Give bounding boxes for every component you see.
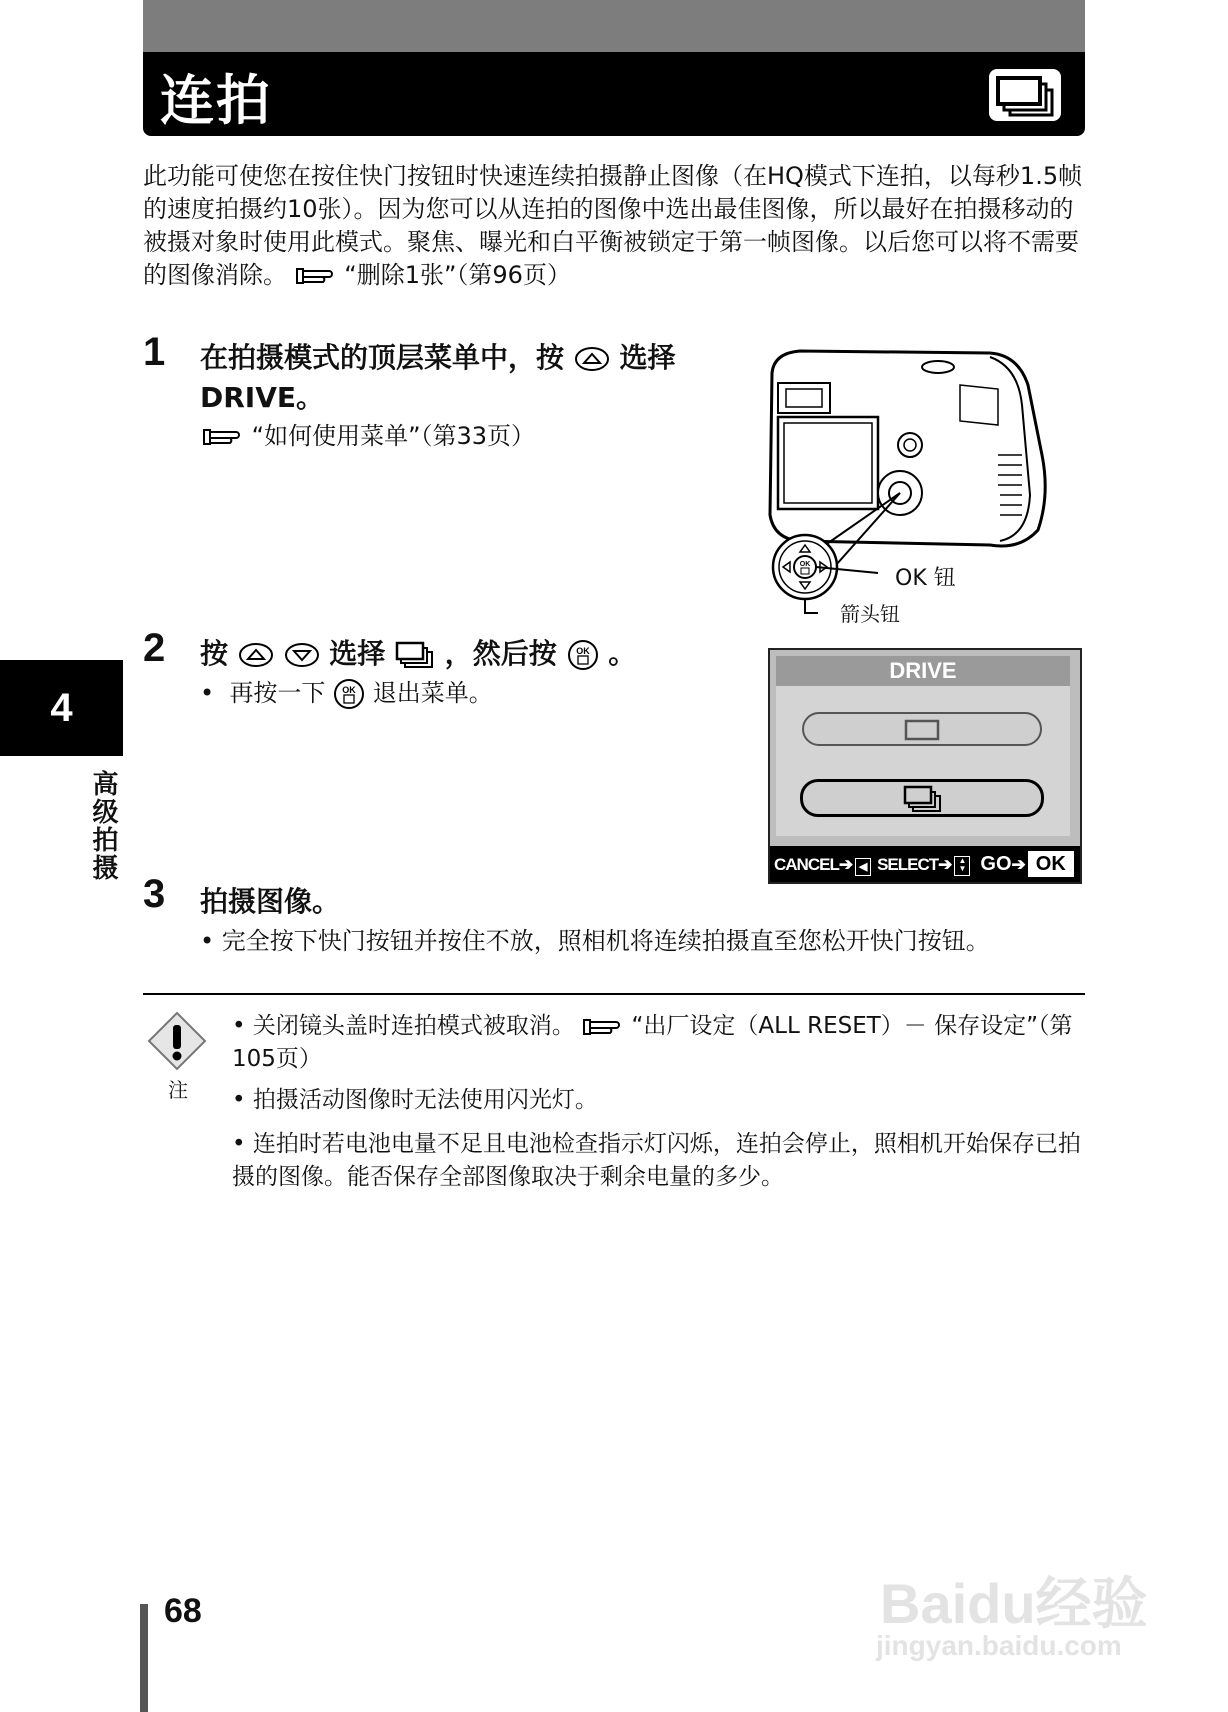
- single-frame-option[interactable]: [802, 712, 1042, 746]
- sequential-shooting-icon: [903, 784, 943, 814]
- ok-button-text: OK: [799, 561, 811, 568]
- sequential-shooting-icon: [986, 66, 1064, 124]
- ok-button-icon: [567, 639, 599, 671]
- sequential-shooting-icon: [395, 640, 435, 670]
- pointing-hand-icon: [202, 426, 244, 448]
- note-item: [232, 1084, 1087, 1117]
- note-item: [232, 1010, 1087, 1076]
- step-2-title-part: 按: [200, 637, 229, 670]
- note-item-reference: “出厂设定（ALL RESET）－ 保存设定”（第105页）: [232, 1013, 1073, 1072]
- lcd-go-label: GO: [980, 853, 1012, 875]
- step-2-title-end: 。: [608, 637, 637, 670]
- note-item-text: 拍摄活动图像时无法使用闪光灯。: [252, 1087, 598, 1113]
- chapter-number: 4: [50, 686, 73, 730]
- bullet-dot: •: [200, 679, 222, 707]
- step-2-title-select: 选择: [329, 637, 386, 670]
- ok-button-icon: [333, 678, 365, 710]
- left-button-icon: ◀: [855, 858, 871, 876]
- step-3-bullet-text: 完全按下快门按钮并按住不放，照相机将连续拍摄直至您松开快门按钮。: [221, 927, 990, 955]
- step-1-title: [200, 338, 720, 418]
- title-bar: [143, 52, 1085, 136]
- bullet-dot: •: [200, 927, 222, 955]
- lcd-ok-label: OK: [1028, 851, 1074, 877]
- bullet-dot: •: [232, 1087, 253, 1113]
- step-1-reference: [202, 420, 702, 453]
- ok-button-label: OK 钮: [895, 566, 956, 591]
- ok-icon-text: OK: [342, 685, 356, 695]
- caution-icon: [146, 1010, 208, 1072]
- lcd-title: DRIVE: [776, 656, 1070, 686]
- step-2-title-then: ，然后按: [444, 637, 557, 670]
- note-label: 注: [168, 1078, 188, 1102]
- intro-paragraph: [143, 160, 1087, 292]
- arrow-right-glyph: ➔: [938, 855, 953, 874]
- page-title: 连拍: [160, 69, 272, 132]
- step-1-title-select: 选择: [619, 341, 676, 374]
- step-2-number: 2: [143, 626, 166, 670]
- section-divider: [143, 993, 1085, 995]
- watermark-brand: Baidu经验: [880, 1572, 1148, 1635]
- step-1-title-part: 在拍摄模式的顶层菜单中，按: [200, 341, 565, 374]
- note-item-text: 连拍时若电池电量不足且电池检查指示灯闪烁，连拍会停止，照相机开始保存已拍摄的图像。能否保存全部图像取决于剩余电量的多少。: [232, 1131, 1081, 1190]
- pointing-hand-icon: [295, 265, 337, 287]
- arrow-up-button-icon: [574, 346, 610, 372]
- sequential-option-selected[interactable]: [800, 779, 1044, 817]
- step-2-bullet: [200, 677, 740, 710]
- pointing-hand-icon: [582, 1016, 624, 1038]
- single-frame-icon: [904, 719, 940, 741]
- step-3-bullet: [200, 925, 1080, 958]
- lcd-drive-menu: [768, 648, 1082, 884]
- bullet-dot: •: [232, 1013, 253, 1039]
- lcd-select-label: SELECT: [877, 855, 939, 874]
- ok-icon-text: OK: [575, 646, 590, 656]
- watermark-url: jingyan.baidu.com: [876, 1630, 1122, 1661]
- step-3-number: 3: [143, 872, 166, 916]
- page-number: 68: [164, 1592, 202, 1630]
- header-top-band: [143, 0, 1085, 52]
- intro-text: 此功能可使您在按住快门按钮时快速连续拍摄静止图像（在HQ模式下连拍，以每秒1.5帧的速度拍摄约10张）。因为您可以从连拍的图像中选出最佳图像，所以最好在拍摄移动的被摄对象时使用此模式。聚焦、曝光和白平衡被锁定于第一帧图像。以后您可以将不需要的图像消除。: [143, 162, 1083, 289]
- arrow-right-glyph: ➔: [1011, 855, 1026, 874]
- note-item: [232, 1128, 1087, 1194]
- arrow-down-button-icon: [284, 642, 320, 668]
- step-1-title-drive: DRIVE。: [200, 381, 325, 414]
- step-3-title: 拍摄图像。: [200, 885, 341, 918]
- up-down-button-icon: ▲ ▼: [954, 856, 970, 876]
- step-2-title: [200, 634, 760, 674]
- lcd-bottom-bar: [770, 846, 1080, 882]
- bullet-dot: •: [232, 1131, 253, 1157]
- page-number-bar: [140, 1604, 148, 1712]
- note-item-text: 关闭镜头盖时连拍模式被取消。: [252, 1013, 575, 1039]
- step-1-reference-text: “如何使用菜单”（第33页）: [251, 422, 536, 450]
- step-1-number: 1: [143, 330, 166, 374]
- intro-reference: “删除1张”（第96页）: [344, 261, 571, 289]
- arrow-up-button-icon: [238, 642, 274, 668]
- step-2-bullet-a: 再按一下: [229, 679, 326, 707]
- chapter-label: 高级拍摄: [88, 770, 118, 882]
- lcd-cancel-label: CANCEL: [774, 855, 839, 874]
- arrow-right-glyph: ➔: [838, 855, 854, 874]
- step-2-bullet-b: 退出菜单。: [372, 679, 493, 707]
- arrow-button-label: 箭头钮: [840, 602, 900, 626]
